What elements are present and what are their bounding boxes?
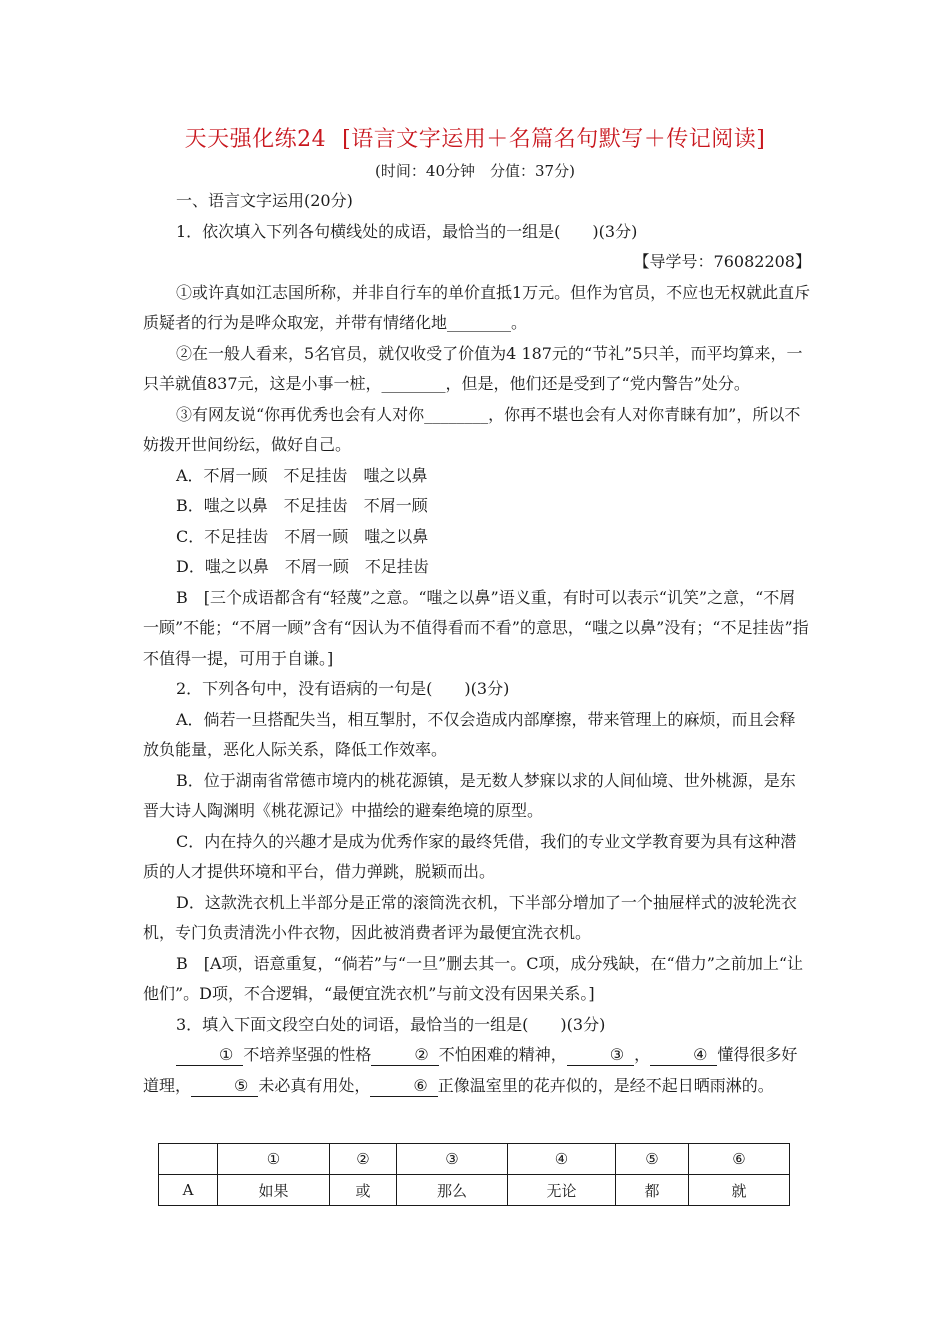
document-body [143, 186, 811, 1101]
table-cell: ⑥ [689, 1144, 790, 1175]
question-2-option-c: C．内在持久的兴趣才是成为优秀作家的最终凭借，我们的专业文学教育要为具有这种潜质的人才提供环境和平台，借力弹跳，脱颖而出。 [143, 831, 797, 881]
page-title [0, 122, 950, 153]
table-cell: ② [330, 1144, 397, 1175]
question-1-option-a: A．不屑一顾 不足挂齿 嗤之以鼻 [176, 465, 428, 485]
question-3-passage: ① 不培养坚强的性格 ② 不怕困难的精神， ③ ， ④ 懂得很多好道理， ⑤ 未必真有用处， ⑥ 正像温室里的花卉似的，是经不起日晒雨淋的。 [143, 1045, 798, 1095]
title-main: 天天强化练24 [184, 127, 327, 152]
answer-table [158, 1143, 790, 1206]
table-cell: 都 [616, 1175, 689, 1206]
title-bracket: [语言文字运用＋名篇名句默写＋传记阅读] [342, 127, 766, 152]
question-1-sentence-2: ②在一般人看来，5名官员，就仅收受了价值为4 187元的“节礼”5只羊，而平均算来，一只羊就值837元，这是小事一桩，________，但是，他们还是受到了“党内警告”处分。 [143, 343, 803, 393]
question-1-option-b: B．嗤之以鼻 不足挂齿 不屑一顾 [176, 496, 428, 515]
question-2-stem: 2．下列各句中，没有语病的一句是( )(3分) [176, 679, 510, 698]
blank-4: ④ [650, 1045, 717, 1066]
question-2-option-a: A．倘若一旦搭配失当，相互掣肘，不仅会造成内部摩擦，带来管理上的麻烦，而且会释放负能量，恶化人际关系，降低工作效率。 [143, 709, 796, 759]
blank-2: ② [371, 1045, 438, 1066]
question-1-option-c: C．不足挂齿 不屑一顾 嗤之以鼻 [176, 526, 429, 546]
blank-3: ③ [567, 1045, 634, 1066]
question-1-answer: B [三个成语都含有“轻蔑”之意。“嗤之以鼻”语义重，有时可以表示“讥笑”之意，“不屑一顾”不能；“不屑一顾”含有“因认为不值得看而不看”的意思，“嗤之以鼻”没有；“不足挂齿”指不值得一提，可用于自谦。] [143, 587, 809, 668]
table-cell [159, 1144, 218, 1175]
table-cell: 就 [689, 1175, 790, 1206]
table-header-row [159, 1144, 790, 1175]
question-1-sentence-1: ①或许真如江志国所称，并非自行车的单价直抵1万元。但作为官员，不应也无权就此直斥质疑者的行为是哗众取宠，并带有情绪化地________。 [143, 282, 811, 332]
table-cell: A [159, 1175, 218, 1206]
table-cell: 如果 [218, 1175, 330, 1206]
question-1-stem: 1．依次填入下列各句横线处的成语，最恰当的一组是( )(3分) [176, 221, 638, 241]
table-cell: ④ [508, 1144, 616, 1175]
question-1-sentence-3: ③有网友说“你再优秀也会有人对你________，你再不堪也会有人对你青睐有加”，所以不妨拨开世间纷纭，做好自己。 [143, 404, 801, 454]
table-cell: ⑤ [616, 1144, 689, 1175]
table-row [159, 1175, 790, 1206]
question-2-option-b: B．位于湖南省常德市境内的桃花源镇，是无数人梦寐以求的人间仙境、世外桃源，是东晋大诗人陶渊明《桃花源记》中描绘的避秦绝境的原型。 [143, 770, 796, 820]
table-cell: 那么 [397, 1175, 508, 1206]
guide-number: 【导学号：76082208】 [633, 252, 811, 271]
blank-5: ⑤ [191, 1076, 258, 1097]
question-3-stem: 3．填入下面文段空白处的词语，最恰当的一组是( )(3分) [176, 1014, 606, 1034]
question-2-option-d: D．这款洗衣机上半部分是正常的滚筒洗衣机，下半部分增加了一个抽屉样式的波轮洗衣机，专门负责清洗小件衣物，因此被消费者评为最便宜洗衣机。 [143, 892, 797, 942]
table-cell: 或 [330, 1175, 397, 1206]
blank-6: ⑥ [370, 1076, 437, 1097]
question-1-option-d: D．嗤之以鼻 不屑一顾 不足挂齿 [176, 557, 429, 576]
table-cell: 无论 [508, 1175, 616, 1206]
page-subtitle: (时间：40分钟 分值：37分) [375, 162, 575, 180]
blank-1: ① [176, 1045, 243, 1066]
section-heading: 一、语言文字运用(20分) [176, 191, 353, 210]
question-2-answer: B [A项，语意重复，“倘若”与“一旦”删去其一。C项，成分残缺，在“借力”之前加上“让他们”。D项，不合逻辑，“最便宜洗衣机”与前文没有因果关系。] [143, 953, 804, 1003]
table-cell: ① [218, 1144, 330, 1175]
table-cell: ③ [397, 1144, 508, 1175]
